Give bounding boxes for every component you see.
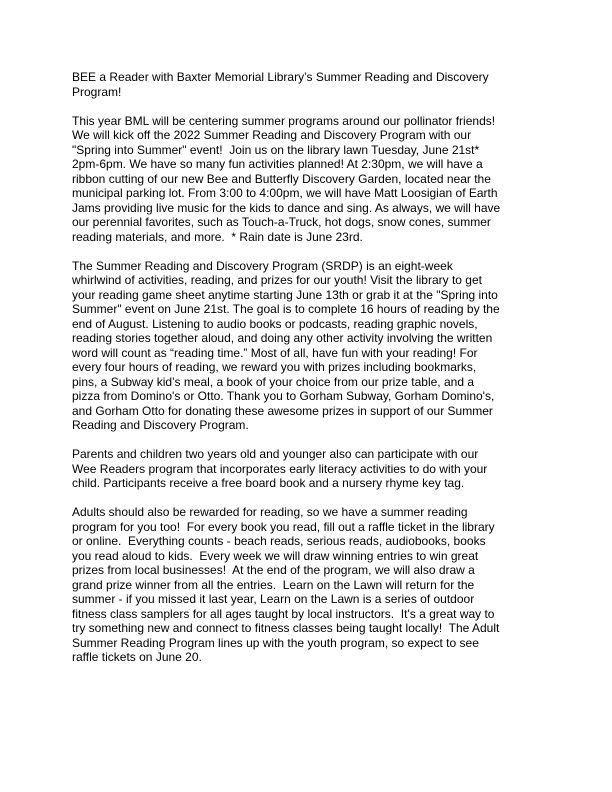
- text-line: try something new and connect to fitness classes being taught locally! The Adult: [72, 621, 500, 635]
- text-line: The Summer Reading and Discovery Program (SRDP) is an eight-week: [72, 258, 453, 273]
- text-line: reading stories together aloud, and doing any other activity involving the written: [72, 331, 493, 345]
- paragraph-spacer: [72, 491, 542, 506]
- text-line: prizes from local businesses! At the end of the program, we will also draw a: [72, 563, 475, 577]
- text-line: Summer Reading Program lines up with the youth program, so expect to see: [72, 635, 479, 650]
- paragraph-spacer: [72, 99, 542, 114]
- title-line: BEE a Reader with Baxter Memorial Library’s Summer Reading and Discovery: [72, 70, 489, 84]
- text-line: Parents and children two years old and younger also can participate with our: [72, 447, 479, 461]
- text-line: pizza from Domino's or Otto. Thank you to Gorham Subway, Gorham Domino's,: [72, 389, 495, 403]
- paragraph-spacer: [72, 433, 542, 448]
- document-body: [72, 70, 542, 665]
- text-line: Wee Readers program that incorporates early literacy activities to do with your: [72, 461, 488, 476]
- text-line: word will count as “reading time.” Most of all, have fun with your reading! For: [72, 345, 478, 360]
- text-line: program for you too! For every book you read, fill out a raffle ticket in the library: [72, 519, 495, 534]
- paragraph-spacer: [72, 244, 542, 259]
- text-line: or online. Everything counts - beach reads, serious reads, audiobooks, books: [72, 534, 486, 548]
- text-line: "Spring into Summer" event! Join us on the library lawn Tuesday, June 21st*: [72, 142, 480, 157]
- text-line: ribbon cutting of our new Bee and Butterfly Discovery Garden, located near the: [72, 171, 491, 186]
- text-line: whirlwind of activities, reading, and prizes for our youth! Visit the library to get: [72, 273, 482, 287]
- text-line: Jams providing live music for the kids to dance and sing. As always, we will have: [72, 200, 501, 215]
- paragraph-srdp: [72, 259, 542, 433]
- text-line: grand prize winner from all the entries. Learn on the Lawn will return for the: [72, 577, 475, 592]
- title-line: Program!: [72, 84, 122, 99]
- text-line: reading materials, and more. * Rain date is June 23rd.: [72, 229, 363, 244]
- document-title: [72, 70, 542, 99]
- text-line: We will kick off the 2022 Summer Reading and Discovery Program with our: [72, 128, 472, 142]
- text-line: our perennial favorites, such as Touch-a-Truck, hot dogs, snow cones, summer: [72, 215, 491, 229]
- text-line: municipal parking lot. From 3:00 to 4:00pm, we will have Matt Loosigian of Earth: [72, 186, 498, 200]
- text-line: pins, a Subway kid’s meal, a book of your choice from our prize table, and a: [72, 374, 474, 389]
- text-line: summer - if you missed it last year, Learn on the Lawn is a series of outdoor: [72, 592, 475, 606]
- text-line: every four hours of reading, we reward you with prizes including bookmarks,: [72, 360, 477, 374]
- text-line: you read aloud to kids. Every week we will draw winning entries to win great: [72, 548, 479, 563]
- text-line: Summer" event on June 21st. The goal is to complete 16 hours of reading by the: [72, 302, 500, 316]
- text-line: 2pm-6pm. We have so many fun activities planned! At 2:30pm, we will have a: [72, 157, 483, 171]
- text-line: Adults should also be rewarded for reading, so we have a summer reading: [72, 505, 468, 519]
- text-line: raffle tickets on June 20.: [72, 650, 202, 664]
- text-line: end of August. Listening to audio books or podcasts, reading graphic novels,: [72, 316, 478, 331]
- paragraph-kickoff-event: [72, 114, 542, 245]
- text-line: Reading and Discovery Program.: [72, 418, 249, 432]
- paragraph-adult-program: [72, 505, 542, 665]
- text-line: and Gorham Otto for donating these awesome prizes in support of our Summer: [72, 403, 493, 418]
- text-line: fitness class samplers for all ages taught by local instructors. It's a great way to: [72, 606, 495, 621]
- text-line: child. Participants receive a free board book and a nursery rhyme key tag.: [72, 476, 465, 490]
- text-line: This year BML will be centering summer programs around our pollinator friends!: [72, 113, 496, 128]
- text-line: your reading game sheet anytime starting June 13th or grab it at the "Spring into: [72, 287, 498, 302]
- paragraph-wee-readers: [72, 447, 542, 491]
